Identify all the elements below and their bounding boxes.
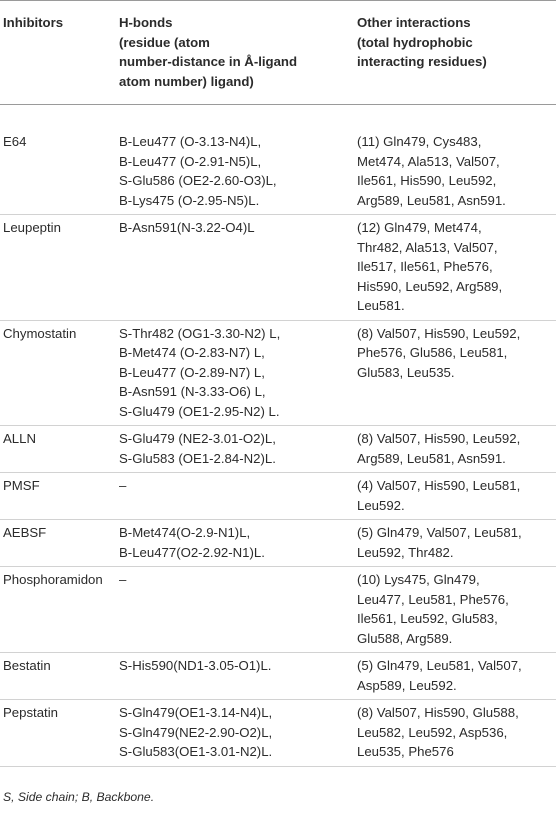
h-bond-line: S-Glu586 (OE2-2.60-O3)L, xyxy=(119,173,277,188)
h-bonds-cell xyxy=(119,520,357,567)
inhibitor-cell: AEBSF xyxy=(3,525,47,540)
h-bond-line: S-Glu583(OE1-3.01-N2)L. xyxy=(119,744,273,759)
header-inhibitors xyxy=(0,1,119,105)
header-h-bonds-line: number-distance in Å-ligand xyxy=(119,54,298,69)
other-interaction-line: His590, Leu592, Arg589, xyxy=(357,278,503,294)
h-bonds-cell xyxy=(119,320,357,426)
other-interaction-line: (12) Gln479, Met474, xyxy=(357,220,482,235)
header-h-bonds-line: H-bonds xyxy=(119,15,173,30)
other-interaction-line: Asp589, Leu592. xyxy=(357,677,457,693)
inhibitor-cell: E64 xyxy=(3,134,27,149)
h-bond-line: B-Leu477 (O-2.91-N5)L, xyxy=(119,153,262,169)
other-interaction-line: Arg589, Leu581, Asn591. xyxy=(357,450,506,466)
other-interactions-cell xyxy=(357,215,556,321)
table-row xyxy=(0,700,556,767)
inhibitor-cell: Leupeptin xyxy=(3,220,61,235)
h-bond-line: S-Gln479(OE1-3.14-N4)L, xyxy=(119,705,273,720)
other-interaction-line: (10) Lys475, Gln479, xyxy=(357,572,480,587)
h-bonds-cell xyxy=(119,567,357,653)
table-row xyxy=(0,567,556,653)
h-bonds-cell xyxy=(119,700,357,767)
other-interactions-cell xyxy=(357,426,556,473)
header-other-interactions-line: Other interactions xyxy=(357,15,471,30)
other-interaction-line: (8) Val507, His590, Leu592, xyxy=(357,325,521,341)
other-interaction-line: Leu581. xyxy=(357,298,405,313)
other-interaction-line: Met474, Ala513, Val507, xyxy=(357,153,500,169)
other-interaction-line: Glu583, Leu535. xyxy=(357,364,455,380)
inhibitor-cell: PMSF xyxy=(3,478,40,493)
other-interaction-line: Leu477, Leu581, Phe576, xyxy=(357,591,509,607)
table-row xyxy=(0,320,556,426)
other-interaction-line: Glu588, Arg589. xyxy=(357,630,453,646)
h-bond-line: – xyxy=(119,572,127,587)
table-footnote: S, Side chain; B, Backbone. xyxy=(3,790,155,804)
other-interaction-line: Ile517, Ile561, Phe576, xyxy=(357,259,493,274)
table-row xyxy=(0,215,556,321)
other-interactions-cell xyxy=(357,320,556,426)
header-row xyxy=(0,1,556,105)
other-interaction-line: Thr482, Ala513, Val507, xyxy=(357,239,498,255)
h-bond-line: B-Leu477(O2-2.92-N1)L. xyxy=(119,544,265,560)
other-interaction-line: Leu592. xyxy=(357,497,405,513)
h-bonds-cell xyxy=(119,426,357,473)
inhibitor-cell: Phosphoramidon xyxy=(3,572,103,587)
other-interaction-line: (8) Val507, His590, Leu592, xyxy=(357,431,521,446)
other-interactions-cell xyxy=(357,520,556,567)
other-interaction-line: Phe576, Glu586, Leu581, xyxy=(357,345,508,360)
h-bonds-cell xyxy=(119,653,357,700)
other-interaction-line: (5) Gln479, Val507, Leu581, xyxy=(357,525,522,540)
h-bond-line: B-Met474(O-2.9-N1)L, xyxy=(119,525,251,540)
table-row xyxy=(0,473,556,520)
other-interaction-line: Leu582, Leu592, Asp536, xyxy=(357,724,508,740)
h-bonds-cell xyxy=(119,215,357,321)
table-row xyxy=(0,520,556,567)
h-bond-line: B-Met474 (O-2.83-N7) L, xyxy=(119,345,265,360)
header-h-bonds-line: atom number) ligand) xyxy=(119,73,254,89)
other-interaction-line: (4) Val507, His590, Leu581, xyxy=(357,478,521,493)
other-interaction-line: Ile561, Leu592, Glu583, xyxy=(357,611,498,626)
h-bonds-cell xyxy=(119,473,357,520)
h-bond-line: S-Glu479 (NE2-3.01-O2)L, xyxy=(119,431,276,446)
header-other-interactions xyxy=(357,1,556,105)
inhibitor-cell: Bestatin xyxy=(3,658,51,673)
h-bond-line: B-Leu477 (O-2.89-N7) L, xyxy=(119,364,265,380)
other-interactions-cell xyxy=(357,105,556,215)
other-interaction-line: (8) Val507, His590, Glu588, xyxy=(357,705,519,720)
header-h-bonds xyxy=(119,1,357,105)
other-interaction-line: (11) Gln479, Cys483, xyxy=(357,134,482,149)
header-other-interactions-line: interacting residues) xyxy=(357,54,487,69)
h-bond-line: B-Asn591(N-3.22-O4)L xyxy=(119,220,255,235)
other-interaction-line: Ile561, His590, Leu592, xyxy=(357,173,497,188)
h-bond-line: B-Lys475 (O-2.95-N5)L. xyxy=(119,192,260,208)
h-bond-line: S-His590(ND1-3.05-O1)L. xyxy=(119,658,272,673)
h-bond-line: S-Thr482 (OG1-3.30-N2) L, xyxy=(119,325,281,341)
table-header xyxy=(0,1,556,105)
other-interactions-cell xyxy=(357,473,556,520)
other-interaction-line: Leu535, Phe576 xyxy=(357,744,454,759)
h-bond-line: S-Glu583 (OE1-2.84-N2)L. xyxy=(119,450,276,466)
other-interaction-line: Arg589, Leu581, Asn591. xyxy=(357,192,506,208)
h-bond-line: S-Glu479 (OE1-2.95-N2) L. xyxy=(119,403,280,419)
table-row xyxy=(0,105,556,215)
other-interactions-cell xyxy=(357,700,556,767)
inhibitor-cell: Pepstatin xyxy=(3,705,58,720)
table-row xyxy=(0,653,556,700)
other-interactions-cell xyxy=(357,653,556,700)
inhibitor-cell: Chymostatin xyxy=(3,325,77,341)
h-bond-line: S-Gln479(NE2-2.90-O2)L, xyxy=(119,724,273,740)
other-interactions-cell xyxy=(357,567,556,653)
table-body xyxy=(0,105,556,767)
h-bond-line: – xyxy=(119,478,127,493)
table-row xyxy=(0,426,556,473)
other-interaction-line: (5) Gln479, Leu581, Val507, xyxy=(357,658,522,673)
h-bond-line: B-Asn591 (N-3.33-O6) L, xyxy=(119,384,266,399)
inhibitor-cell: ALLN xyxy=(3,431,36,446)
header-h-bonds-line: (residue (atom xyxy=(119,34,210,50)
h-bond-line: B-Leu477 (O-3.13-N4)L, xyxy=(119,134,262,149)
header-other-interactions-line: (total hydrophobic xyxy=(357,34,473,50)
other-interaction-line: Leu592, Thr482. xyxy=(357,544,454,560)
header-inhibitors-line: Inhibitors xyxy=(3,15,64,30)
h-bonds-cell xyxy=(119,105,357,215)
